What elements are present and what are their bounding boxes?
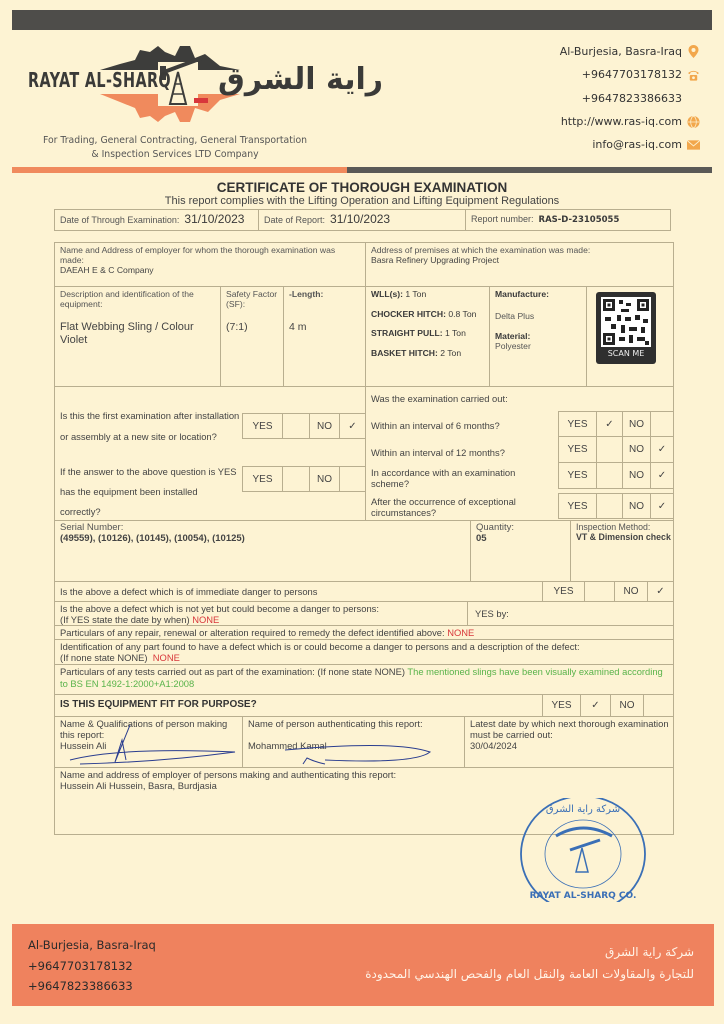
wll: WLL(s): 1 Ton bbox=[371, 289, 427, 299]
contact-phone-1[interactable]: +9647703178132 bbox=[460, 63, 700, 86]
envelope-icon bbox=[687, 138, 700, 151]
exam-scheme-checkbox-group: YES NO ✓ bbox=[558, 463, 674, 489]
question-future-danger: Is the above a defect which is not yet but could become a danger to persons: (If YES state the date by when) NONE bbox=[60, 603, 379, 625]
contact-website[interactable]: http://www.ras-iq.com bbox=[460, 110, 700, 133]
serial-number-block: Serial Number: (49559), (10126), (10145), (10054), (10125) bbox=[60, 522, 245, 544]
question-12-months: Within an interval of 12 months? bbox=[371, 447, 505, 458]
question-first-exam: Is this the first examination after installation or assembly at a new site or location? bbox=[60, 410, 240, 442]
qr-code[interactable] bbox=[596, 292, 656, 364]
safety-factor: Safety Factor (SF): (7:1) bbox=[226, 289, 278, 333]
footer-contacts bbox=[28, 935, 156, 997]
manufacture-block: Manufacture: Delta Plus Material: Polyester bbox=[495, 289, 549, 351]
exam-scheme-yes-checkbox[interactable] bbox=[597, 463, 623, 488]
question-identification: Identification of any part found to have a defect which is or could become a danger to persons and a description of the defect: (If none state NONE) NONE bbox=[60, 641, 580, 663]
certificate-subtitle: This report complies with the Lifting Operation and Lifting Equipment Regulations bbox=[164, 195, 560, 207]
installed-no-checkbox[interactable] bbox=[340, 467, 365, 491]
company-tagline bbox=[30, 134, 320, 162]
qr-code-icon bbox=[601, 297, 651, 347]
repair-value: NONE bbox=[447, 627, 475, 638]
choker-hitch: CHOCKER HITCH: 0.8 Ton bbox=[371, 309, 477, 319]
location-pin-icon bbox=[687, 45, 700, 58]
exam-scheme-no-checkbox[interactable]: ✓ bbox=[657, 470, 667, 481]
load-limits bbox=[371, 289, 486, 358]
question-exceptional: After the occurrence of exceptional circumstances? bbox=[371, 496, 516, 518]
twelve-months-no-checkbox[interactable]: ✓ bbox=[657, 444, 667, 455]
authenticator-signature-icon bbox=[245, 740, 465, 770]
first-exam-yes-checkbox[interactable] bbox=[283, 414, 310, 438]
header-contacts bbox=[460, 40, 700, 156]
company-name-ar: راية الشرق bbox=[218, 62, 384, 97]
exceptional-yes-checkbox[interactable] bbox=[597, 494, 623, 518]
fit-yes-checkbox[interactable]: ✓ bbox=[581, 694, 611, 716]
exceptional-checkbox-group: YES NO ✓ bbox=[558, 493, 674, 519]
report-authenticator-name: Mohammed Kamal bbox=[248, 740, 327, 751]
date-exam: Date of Through Examination: 31/10/2023 bbox=[60, 212, 245, 226]
contact-phone-2[interactable]: +9647823386633 bbox=[581, 91, 682, 105]
exam-carried-heading: Was the examination carried out: bbox=[371, 393, 508, 404]
company-name-en: RAYAT AL-SHARQ bbox=[28, 68, 172, 92]
equipment-description: Description and identification of the equipment: Flat Webbing Sling / Colour Violet bbox=[60, 289, 194, 346]
top-bar bbox=[12, 10, 712, 30]
installed-checkbox-group: YES NO bbox=[242, 466, 366, 492]
immediate-yes-checkbox[interactable] bbox=[585, 581, 615, 601]
footer-address: Al-Burjesia, Basra-Iraq bbox=[28, 938, 156, 952]
basket-hitch: BASKET HITCH: 2 Ton bbox=[371, 348, 462, 358]
employer-block: Name and Address of employer for whom the thorough examination was made: DAEAH E & C Company bbox=[60, 245, 336, 275]
report-maker-name: Hussein Ali bbox=[60, 740, 107, 751]
employer-of-persons: Name and address of employer of persons making and authenticating this report: Hussein Ali Hussein, Basra, Burdjasia bbox=[60, 769, 397, 791]
length: -Length: 4 m bbox=[289, 289, 324, 333]
svg-text:شركة راية الشرق: شركة راية الشرق bbox=[545, 804, 621, 815]
footer-phone-2[interactable]: +9647823386633 bbox=[28, 979, 133, 993]
question-tests: Particulars of any tests carried out as part of the examination: (If none state NONE) The mentioned slings have been visually examined according to BS EN 1492-1:2000+A1:2008 bbox=[60, 666, 663, 689]
installed-yes-checkbox[interactable] bbox=[283, 467, 310, 491]
inspection-method-block: Inspection Method: VT & Dimension check bbox=[576, 522, 671, 542]
six-months-checkbox-group: YES ✓ NO bbox=[558, 411, 674, 437]
maker-signature-icon bbox=[60, 722, 240, 767]
header-divider-orange bbox=[12, 167, 347, 173]
report-number: Report number: RAS-D-23105055 bbox=[471, 214, 620, 225]
immediate-danger-checkbox-group: YES NO ✓ bbox=[542, 581, 674, 601]
report-maker: Name & Qualifications of person making this report: Hussein Ali bbox=[60, 718, 238, 751]
exceptional-no-checkbox[interactable]: ✓ bbox=[657, 500, 667, 512]
identification-value: NONE bbox=[152, 652, 180, 663]
certificate-title: CERTIFICATE OF THOROUGH EXAMINATION bbox=[216, 180, 508, 195]
question-immediate-danger: Is the above a defect which is of immediate danger to persons bbox=[60, 586, 318, 597]
premises-block: Address of premises at which the examination was made: Basra Refinery Upgrading Project bbox=[371, 245, 591, 265]
straight-pull: STRAIGHT PULL: 1 Ton bbox=[371, 328, 466, 338]
fit-for-purpose-checkbox-group: YES ✓ NO bbox=[542, 694, 674, 716]
six-months-no-checkbox[interactable] bbox=[651, 412, 673, 436]
next-examination: Latest date by which next thorough examination must be carried out: 30/04/2024 bbox=[470, 718, 669, 751]
contact-email[interactable]: info@ras-iq.com bbox=[460, 133, 700, 156]
company-stamp-icon bbox=[516, 798, 650, 902]
fit-for-purpose-question: IS THIS EQUIPMENT FIT FOR PURPOSE? bbox=[60, 699, 257, 710]
yes-by-label: YES by: bbox=[475, 608, 509, 619]
date-report: Date of Report: 31/10/2023 bbox=[264, 212, 391, 226]
question-6-months: Within an interval of 6 months? bbox=[371, 420, 500, 431]
quantity-block: Quantity: 05 bbox=[476, 522, 515, 544]
twelve-months-yes-checkbox[interactable] bbox=[597, 437, 623, 462]
footer-arabic-name: شركة راية الشرق للتجارة والمقاولات العامة والنقل العام والفحص الهندسي المحدودة bbox=[365, 945, 694, 981]
fit-no-checkbox[interactable] bbox=[644, 694, 673, 716]
tests-value: The mentioned slings have been visually examined according to BS EN 1492-1:2000+A1:2008 bbox=[60, 666, 663, 689]
tagline-line-1: For Trading, General Contracting, General Transportation bbox=[42, 135, 308, 146]
next-examination-date: 30/04/2024 bbox=[470, 740, 517, 751]
first-exam-no-checkbox[interactable]: ✓ bbox=[348, 420, 357, 432]
question-installed-correctly: If the answer to the above question is YES has the equipment been installed correctly? bbox=[60, 466, 237, 517]
svg-text:RAYAT AL-SHARQ CO.: RAYAT AL-SHARQ CO. bbox=[529, 891, 637, 901]
first-exam-checkbox-group: YES NO ✓ bbox=[242, 413, 366, 439]
qr-scan-label: SCAN ME bbox=[607, 349, 645, 358]
future-danger-value: NONE bbox=[192, 614, 220, 625]
footer-phone-1[interactable]: +9647703178132 bbox=[28, 958, 133, 973]
report-authenticator: Name of person authenticating this report: Mohammed Kamal bbox=[248, 718, 460, 751]
six-months-yes-checkbox[interactable]: ✓ bbox=[597, 412, 623, 436]
header-divider-gray bbox=[347, 167, 712, 173]
question-repair: Particulars of any repair, renewal or alteration required to remedy the defect identified above: NONE bbox=[60, 627, 475, 638]
phone-icon bbox=[687, 68, 700, 81]
globe-icon bbox=[687, 115, 700, 128]
twelve-months-checkbox-group: YES NO ✓ bbox=[558, 437, 674, 463]
contact-address: Al-Burjesia, Basra-Iraq bbox=[460, 40, 700, 63]
immediate-no-checkbox[interactable]: ✓ bbox=[656, 585, 665, 597]
tagline-line-2: & Inspection Services LTD Company bbox=[91, 149, 259, 160]
question-exam-scheme: In accordance with an examination scheme? bbox=[371, 467, 516, 489]
